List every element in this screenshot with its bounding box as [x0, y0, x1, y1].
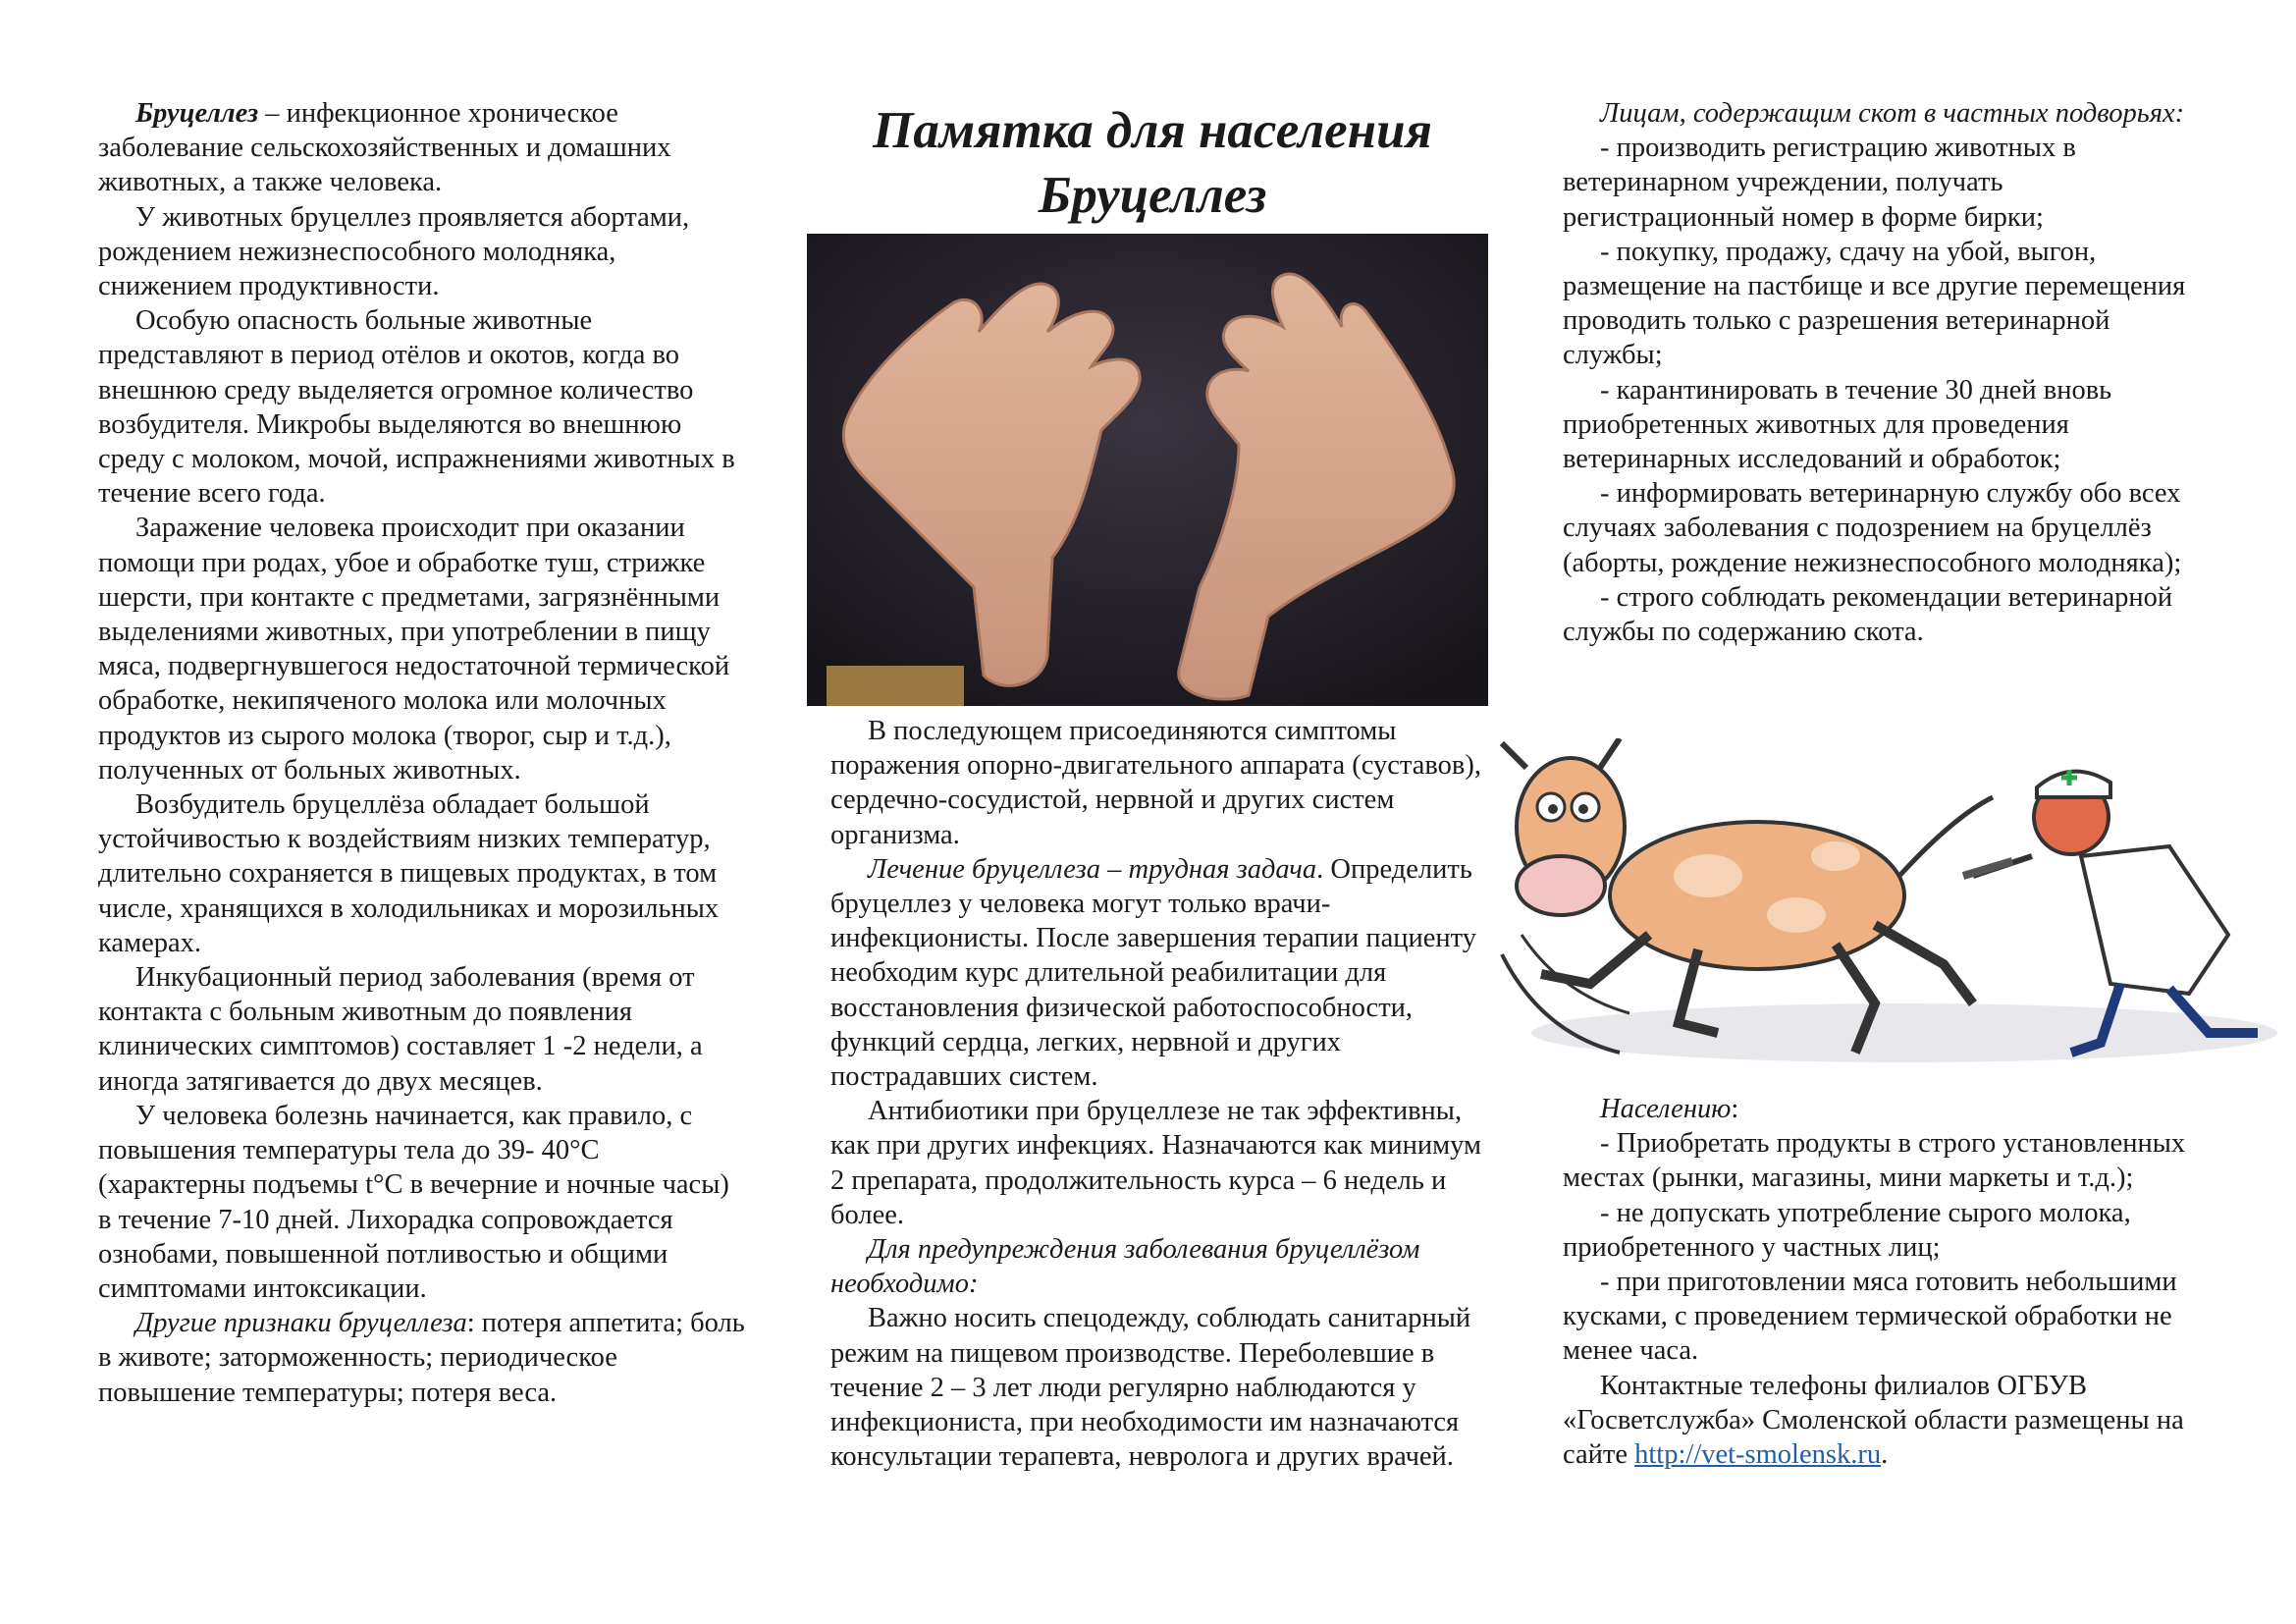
rule-movement: - покупку, продажу, сдачу на убой, выгон, размещение на пастбище и все другие перемещения проводить только с разрешения ветеринарной службы; [1563, 236, 2186, 371]
left-column [98, 96, 746, 1410]
title-line-2: Бруцеллез [1038, 167, 1267, 224]
contacts-paragraph [1563, 1369, 2211, 1473]
treatment-heading: Лечение бруцеллеза – трудная задача [868, 853, 1317, 885]
term-brucellosis: Бруцеллез [135, 98, 259, 129]
paragraph-infection: Заражение человека происходит при оказании помощи при родах, убое и обработке туш, стрижке шерсти, при контакте с предметами, загрязнёнными выделениями животных, при употреблении в пищу мяса, подвергнувшегося недостаточной термической обработке, некипяченого молока или молочных продуктов из сырого молока (творог, сыр и т.д.), полученных от больных животных. [98, 513, 730, 785]
rule-comply: - строго соблюдать рекомендации ветеринарной службы по содержанию скота. [1563, 581, 2173, 648]
contacts-text: Контактные телефоны филиалов ОГБУВ «Госветслужба» Смоленской области размещены на сайте [1563, 1370, 2184, 1471]
other-signs-heading: Другие признаки бруцеллеза [135, 1308, 467, 1339]
paragraph-onset: У человека болезнь начинается, как правило, с повышения температуры тела до 39- 40°С (характерны подъемы t°С в вечерние и ночные часы) в течение 7-10 дней. Лихорадка сопровождается ознобами, повышенной потливостью и общими симптомами интоксикации. [98, 1100, 729, 1304]
population-heading [1563, 1092, 2211, 1126]
other-signs-text: : потеря аппетита; боль в животе; заторможенность; периодическое повышение температуры; потеря веса. [98, 1308, 745, 1408]
cow-vet-cartoon [1482, 738, 2287, 1082]
paragraph-resistance: Возбудитель бруцеллёза обладает большой устойчивостью к воздействиям низких температур, длительно сохраняется в пищевых продуктах, в том числе, хранящихся в холодильниках и морозильных камерах. [98, 789, 720, 958]
paragraph-treatment [830, 852, 1498, 1094]
prevention-heading: Для предупреждения заболевания бруцеллёзом необходимо: [830, 1234, 1420, 1300]
paragraph-definition [98, 96, 746, 200]
population-heading-colon: : [1731, 1094, 1739, 1124]
bracelet [827, 666, 964, 706]
paragraph-later-symptoms: В последующем присоединяются симптомы поражения опорно-двигательного аппарата (суставов), сердечно-сосудистой, нервной и других систем организма. [830, 716, 1481, 850]
definition-text: – инфекционное хроническое заболевание сельскохозяйственных и домашних животных, а также человека. [98, 98, 671, 198]
contacts-period: . [1881, 1439, 1889, 1471]
paragraph-animal-symptoms: У животных бруцеллез проявляется абортами, рождением нежизнеспособного молодняка, снижением продуктивности. [98, 201, 690, 302]
paragraph-incubation: Инкубационный период заболевания (время от контакта с больным животным до появления клинических симптомов) составляет 1 -2 недели, а иногда затягивается до двух месяцев. [98, 962, 703, 1097]
center-column [830, 714, 1498, 1474]
advice-raw-milk: - не допускать употребление сырого молока, приобретенного у частных лиц; [1563, 1197, 2131, 1263]
paragraph-danger: Особую опасность больные животные представляют в период отёлов и окотов, когда во внешнюю среду выделяется огромное количество возбудителя. Микробы выделяются во внешнюю среду с молоком, мочой, испражнениями животных в течение всего года. [98, 305, 735, 510]
paragraph-prevention: Важно носить спецодежду, соблюдать санитарный режим на пищевом производстве. Переболевшие в течение 2 – 3 лет люди регулярно наблюдаются у инфекциониста, при необходимости им назначаются консультации терапевта, невролога и других врачей. [830, 1303, 1471, 1473]
rule-registration: - производить регистрацию животных в ветеринарном учреждении, получать регистрационный номер в форме бирки; [1563, 133, 2076, 233]
rule-quarantine: - карантинировать в течение 30 дней вновь приобретенных животных для проведения ветеринарных исследований и обработок; [1563, 374, 2112, 475]
advice-cook-meat: - при приготовлении мяса готовить небольшими кусками, с проведением термической обработки не менее часа. [1563, 1267, 2177, 1367]
rule-inform: - информировать ветеринарную службу обо всех случаях заболевания с подозрением на бруцеллёз (аборты, рождение нежизнеспособного молодняка); [1563, 478, 2182, 578]
population-heading-text: Населению [1600, 1094, 1732, 1124]
title-line-1: Памятка для населения [873, 102, 1432, 159]
advice-buy-products: - Приобретать продукты в строго установленных местах (рынки, магазины, мини маркеты и т.д.); [1563, 1128, 2186, 1194]
website-link[interactable]: http://vet-smolensk.ru [1634, 1439, 1882, 1471]
treatment-text: . Определить бруцеллез у человека могут только врачи-инфекционисты. После завершения терапии пациенту необходим курс длительной реабилитации для восстановления физической работоспособности, функций сердца, легких, нервной и других пострадавших систем. [830, 853, 1476, 1093]
hands-illustration [807, 234, 1488, 706]
owners-heading: Лицам, содержащим скот в частных подворьях: [1600, 98, 2185, 129]
page-title [807, 98, 1498, 228]
hands-photo [807, 234, 1488, 706]
right-column-population [1563, 1092, 2211, 1472]
paragraph-other-signs [98, 1306, 746, 1410]
cartoon-illustration [1482, 738, 2287, 1082]
right-column-owners [1563, 96, 2211, 649]
paragraph-antibiotics: Антибиотики при бруцеллезе не так эффективны, как при других инфекциях. Назначаются как минимум 2 препарата, продолжительность курса – 6 недель и более. [830, 1096, 1482, 1230]
